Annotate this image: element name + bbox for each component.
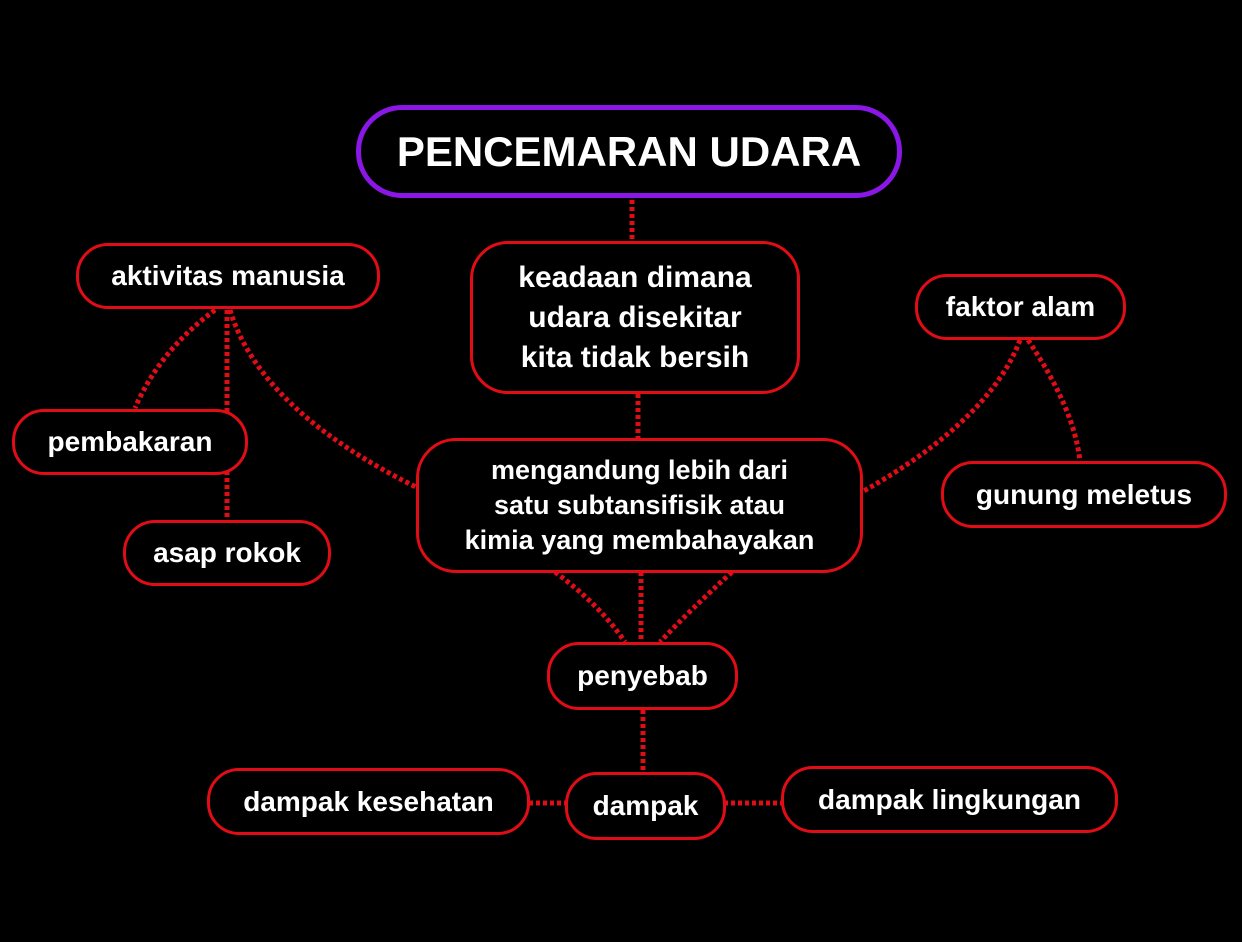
impact-node: dampak [565,772,726,840]
link-nature-volcano [1028,340,1080,462]
link-composition-cause-left [555,572,625,642]
link-activity-burning [135,310,215,408]
cause-node: penyebab [547,642,738,710]
natural-factor-node: faktor alam [915,274,1126,340]
cigarette-smoke-node: asap rokok [123,520,331,586]
link-activity-composition [230,310,418,488]
environment-impact-node: dampak lingkungan [781,766,1118,833]
link-composition-cause-right [660,572,732,642]
definition-node: keadaan dimana udara disekitar kita tidak bersih [470,241,800,394]
title-node: PENCEMARAN UDARA [356,105,902,198]
composition-node: mengandung lebih dari satu subtansifisik atau kimia yang membahayakan [416,438,863,573]
burning-node: pembakaran [12,409,248,475]
volcano-node: gunung meletus [941,461,1227,528]
human-activity-node: aktivitas manusia [76,243,380,309]
health-impact-node: dampak kesehatan [207,768,530,835]
